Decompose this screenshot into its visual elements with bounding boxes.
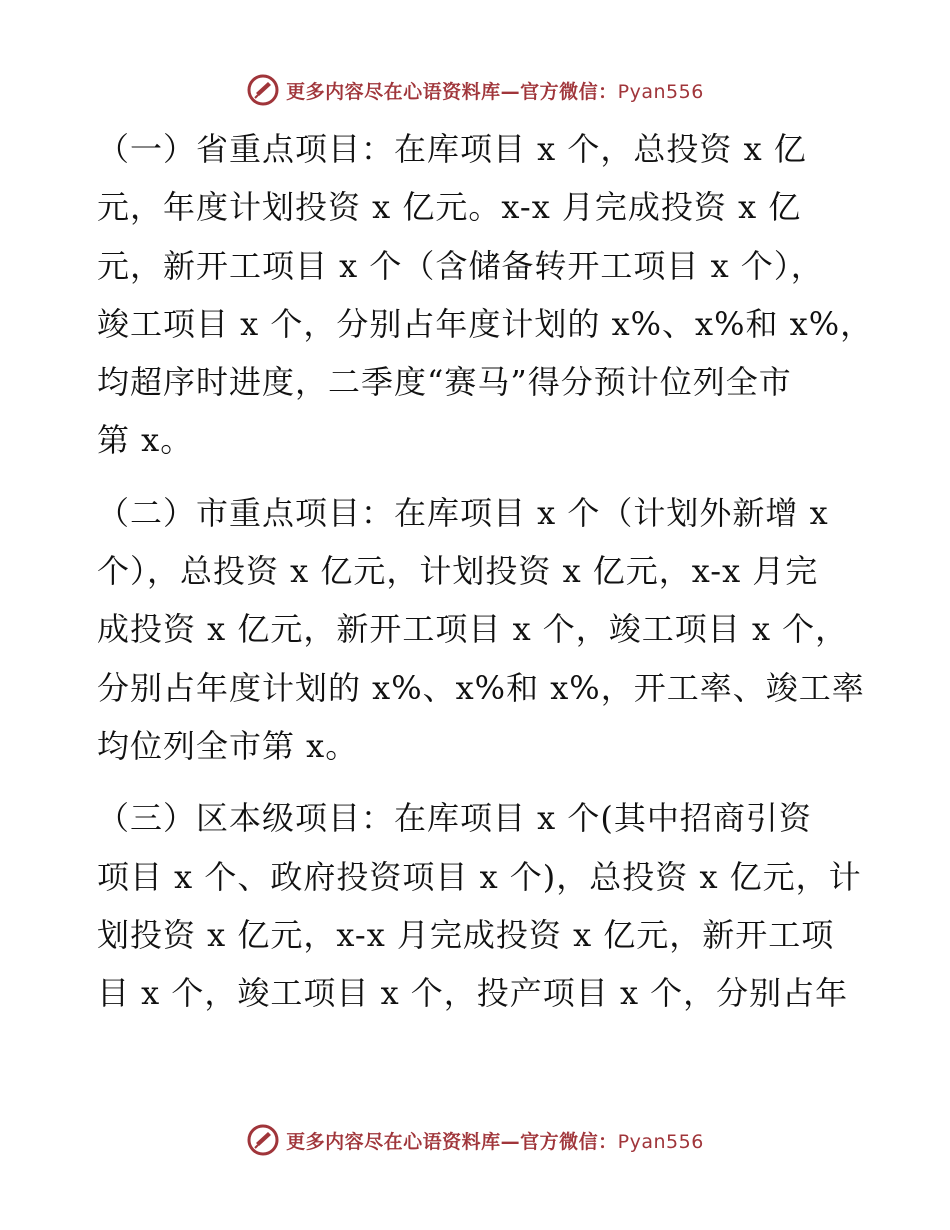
text-line: 元，新开工项目 x 个（含储备转开工项目 x 个），	[97, 246, 824, 285]
watermark-text: 更多内容尽在心语资料库—官方微信：Pyan556	[286, 80, 704, 103]
heart-logo-icon	[246, 1123, 280, 1157]
heart-logo-icon	[246, 73, 280, 107]
text-line: （二）市重点项目：在库项目 x 个（计划外新增 x	[97, 493, 829, 532]
text-line: 分别占年度计划的 x%、x%和 x%，开工率、竣工率	[97, 668, 865, 707]
text-line: 划投资 x 亿元，x-x 月完成投资 x 亿元，新开工项	[97, 915, 835, 954]
watermark-wechat: Pyan556	[617, 80, 704, 103]
text-line: 元，年度计划投资 x 亿元。x-x 月完成投资 x 亿	[97, 188, 802, 227]
watermark-text: 更多内容尽在心语资料库—官方微信：Pyan556	[286, 1130, 704, 1153]
text-line: 目 x 个，竣工项目 x 个，投产项目 x 个，分别占年	[97, 974, 849, 1013]
text-line: 成投资 x 亿元，新开工项目 x 个，竣工项目 x 个，	[97, 610, 849, 649]
text-line: 第 x。	[97, 421, 194, 460]
document-body	[97, 120, 874, 1036]
text-line: 竣工项目 x 个，分别占年度计划的 x%、x%和 x%，	[97, 304, 874, 343]
watermark-header	[0, 70, 950, 110]
text-line: （一）省重点项目：在库项目 x 个，总投资 x 亿	[97, 130, 807, 168]
paragraph-city-projects	[97, 484, 867, 775]
text-line: 均位列全市第 x。	[97, 726, 359, 765]
text-line: 均超序时进度，二季度“赛马”得分预计位列全市	[97, 363, 792, 402]
text-line: 个），总投资 x 亿元，计划投资 x 亿元，x-x 月完	[97, 552, 819, 591]
watermark-footer	[0, 1120, 950, 1160]
watermark-wechat: Pyan556	[617, 1130, 704, 1153]
text-line: （三）区本级项目：在库项目 x 个(其中招商引资	[97, 799, 812, 838]
paragraph-district-projects	[97, 789, 867, 1022]
text-line: 项目 x 个、政府投资项目 x 个)，总投资 x 亿元，计	[97, 857, 862, 896]
paragraph-provincial-projects	[97, 120, 874, 470]
